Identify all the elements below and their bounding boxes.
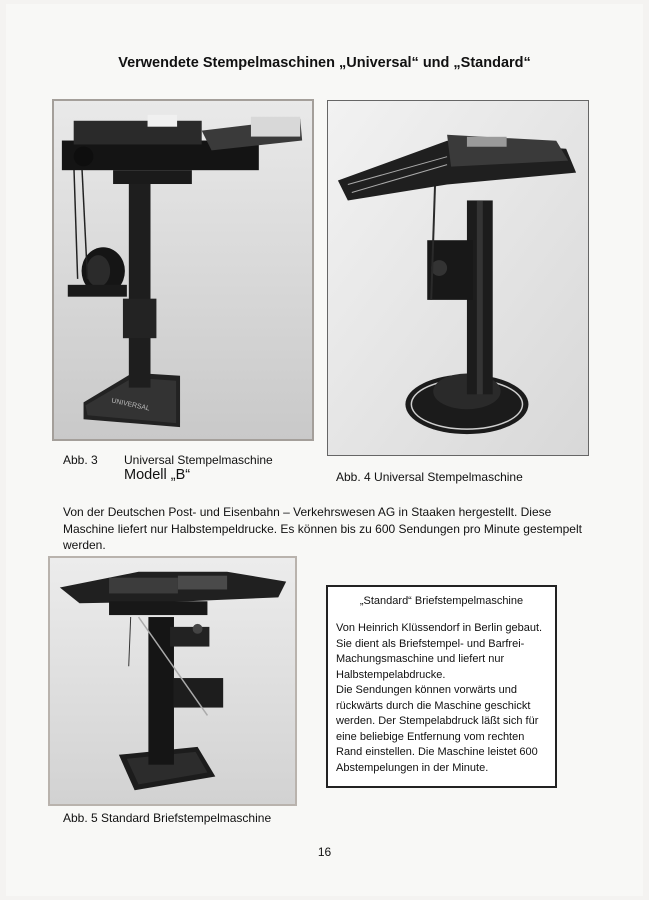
figure-3-photo [52,99,314,441]
figure-3-caption: Universal Stempelmaschine [124,453,273,467]
info-box-text: Von Heinrich Klüssendorf in Berlin gebaut. Sie dient als Briefstempel- und Barfrei- Machungsmaschine und liefert nur Halbstempelabdrucke. Die Sendungen können vorwärts und rückwärts durch die Maschine geschickt werden. Der Stempelabdruck läßt sich für eine beliebige Entfernung vom rechten Rand einstellen. Die Maschine leistet 600 Abstempelungen in der Minute. [336,622,543,774]
figure-3-model: Modell „B“ [124,467,191,483]
body-paragraph: Von der Deutschen Post- und Eisenbahn – Verkehrswesen AG in Staaken hergestellt. Diese Maschine liefert nur Halbstempeldrucke. Es können bis zu 600 Sendungen pro Minute gestempelt werden. [63,505,582,552]
figure-3-label: Abb. 3 [63,453,98,467]
standard-info-box [326,585,557,788]
figure-4-photo [327,100,589,456]
figure-5-photo [48,556,297,806]
page-number: 16 [317,845,332,859]
info-box-title: „Standard“ Briefstempelmaschine [359,595,524,607]
page-title: Verwendete Stempelmaschinen „Universal“ und „Standard“ [118,55,531,71]
figure-4-caption: Abb. 4 Universal Stempelmaschine [336,470,523,484]
figure-5-caption: Abb. 5 Standard Briefstempelmaschine [63,811,272,825]
machine-brand-text: UNIVERSAL [110,397,151,413]
